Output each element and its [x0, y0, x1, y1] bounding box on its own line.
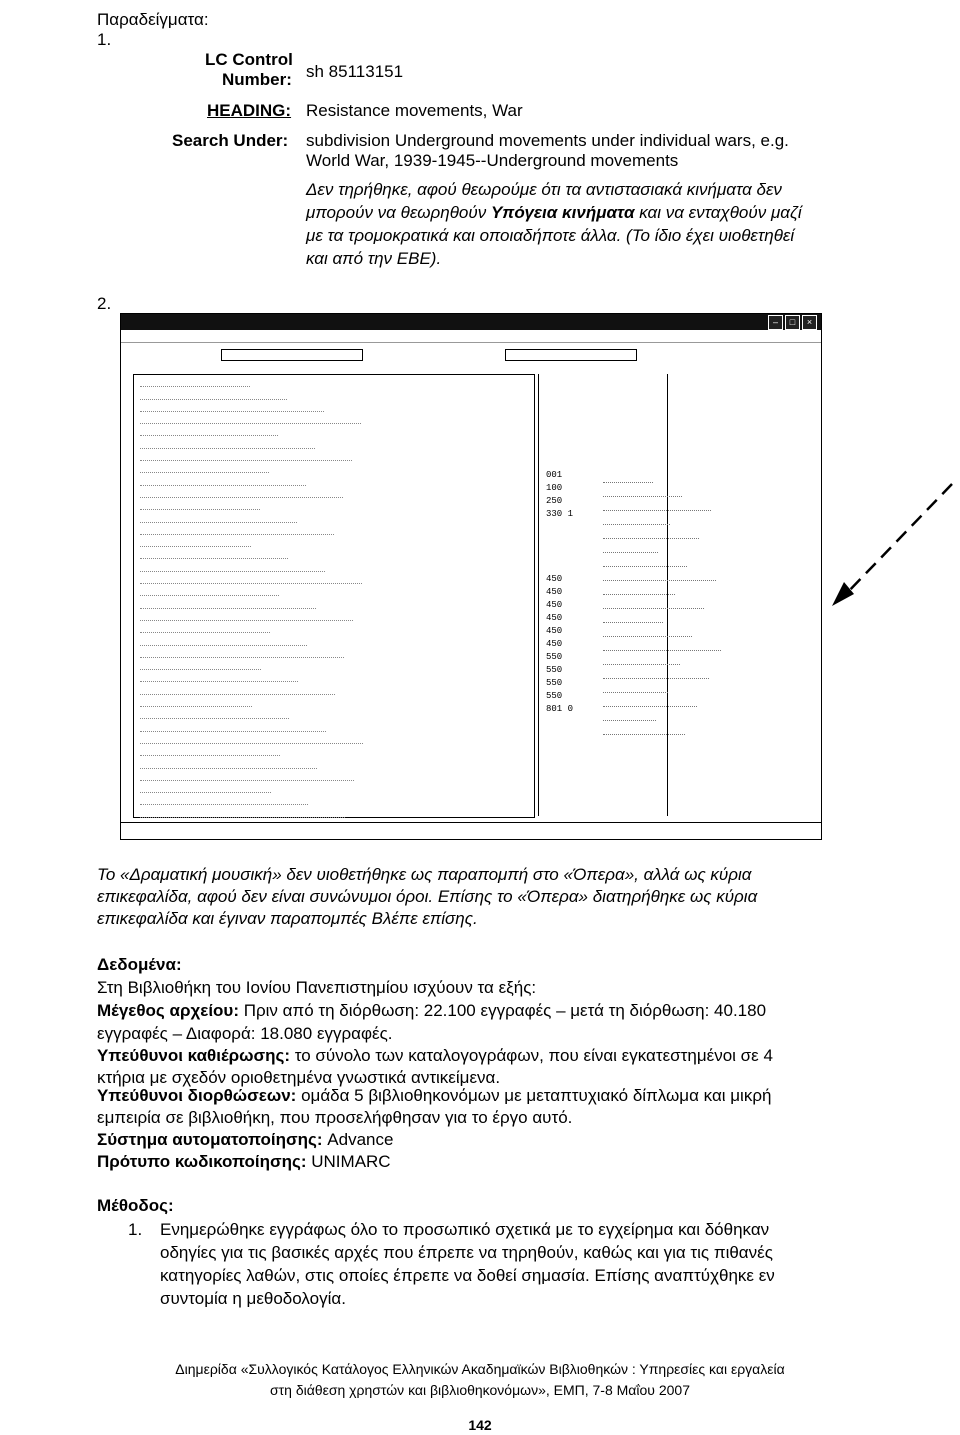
record-field — [603, 637, 721, 651]
screenshot-record-fields — [603, 469, 721, 735]
record-tag: 450 — [546, 626, 563, 636]
search-under-label: Search Under: — [172, 131, 289, 150]
method-item-line1: Ενημερώθηκε εγγράφως όλο το προσωπικό σχετικά με το εγχείρημα και δόθηκαν — [160, 1220, 770, 1239]
heading-list-entry — [140, 633, 307, 645]
heading-list-entry — [140, 719, 326, 731]
system-line — [97, 1130, 393, 1150]
note-line1: Δεν τηρήθηκε, αφού θεωρούμε ότι τα αντιστασιακά κινήματα δεν — [306, 180, 782, 199]
record-tag: 450 — [546, 587, 563, 597]
heading-list-entry — [140, 732, 363, 744]
heading-list-entry — [140, 535, 251, 547]
heading-list-entry — [140, 781, 271, 793]
record-tag — [546, 547, 573, 560]
screenshot-menubar — [121, 330, 821, 343]
format-line — [97, 1152, 391, 1172]
correction-line2: εμπειρία σε βιβλιοθήκη, που προσελήφθησαν για το έργο αυτό. — [97, 1108, 573, 1127]
data-intro: Στη Βιβλιοθήκη του Ιονίου Πανεπιστημίου ισχύουν τα εξής: — [97, 978, 537, 997]
file-size-line2: εγγραφές – Διαφορά: 18.080 εγγραφές. — [97, 1024, 393, 1043]
window-buttons — [768, 315, 817, 330]
search-under-line1: subdivision Underground movements under individual wars, e.g. — [306, 131, 789, 150]
file-size-label: Μέγεθος αρχείου: — [97, 1001, 239, 1020]
arrow-icon — [820, 470, 960, 610]
note-line2-a: μπορούν να θεωρηθούν — [306, 203, 491, 222]
lc-control-label-1: LC Control — [205, 50, 293, 69]
record-field — [603, 609, 663, 623]
cataloguing-line1 — [97, 1046, 773, 1066]
footer-line1: Διημερίδα «Συλλογικός Κατάλογος Ελληνικών Ακαδημαϊκών Βιβλιοθηκών : Υπηρεσίες και εργαλεία — [175, 1361, 785, 1377]
record-tag — [546, 534, 573, 547]
file-size-line1 — [97, 1001, 766, 1021]
record-field — [603, 707, 656, 721]
heading-list-entry — [140, 461, 269, 473]
record-tag: 250 — [546, 496, 563, 506]
heading-list-entry — [140, 498, 260, 510]
record-field — [603, 483, 682, 497]
method-section-title: Μέθοδος: — [97, 1196, 174, 1215]
heading-list-entry — [140, 424, 278, 436]
record-field — [603, 553, 687, 567]
record-tag: 550 — [546, 665, 563, 675]
heading-list-entry — [140, 744, 280, 756]
heading-value: Resistance movements, War — [306, 101, 523, 120]
record-field — [603, 581, 675, 595]
heading-list-entry — [140, 658, 261, 670]
screenshot-search-box — [221, 349, 363, 361]
record-field — [603, 679, 668, 693]
heading-list-entry — [140, 609, 353, 621]
screenshot-titlebar — [121, 314, 821, 330]
heading-label: HEADING: — [207, 101, 292, 120]
cataloguing-text1: το σύνολο των καταλογογράφων, που είναι εγκατεστημένοι σε 4 — [290, 1046, 773, 1065]
heading-list-entry — [140, 523, 334, 535]
record-field — [603, 721, 685, 735]
heading-list-entry — [140, 387, 287, 399]
record-field — [603, 539, 658, 553]
heading-list-entry — [140, 584, 279, 596]
embedded-screenshot — [120, 313, 822, 840]
dashed-arrow — [820, 470, 960, 610]
lc-control-value: sh 85113151 — [306, 62, 404, 81]
heading-list-entry — [140, 695, 252, 707]
record-tag: 001 — [546, 470, 563, 480]
record-field — [603, 651, 680, 665]
heading-list-entry — [140, 449, 352, 461]
heading-list-entry — [140, 756, 317, 768]
note-line2-bold: Υπόγεια κινήματα — [490, 203, 635, 222]
record-tag: 100 — [546, 483, 563, 493]
search-under-line2: World War, 1939-1945--Underground movements — [306, 151, 679, 170]
record-tag: 450 — [546, 639, 563, 649]
record-field — [603, 567, 716, 581]
screenshot-search-row — [121, 343, 821, 367]
close-icon: × — [802, 315, 817, 330]
format-value: UNIMARC — [306, 1152, 391, 1171]
method-item-line2: οδηγίες για τις βασικές αρχές που έπρεπε να τηρηθούν, καθώς και για τις πιθανές — [160, 1243, 773, 1262]
minimize-icon: – — [768, 315, 783, 330]
system-label: Σύστημα αυτοματοποίησης: — [97, 1130, 323, 1149]
record-field — [603, 693, 697, 707]
heading-list-entry — [140, 486, 343, 498]
correction-line1 — [97, 1086, 771, 1106]
maximize-icon: □ — [785, 315, 800, 330]
note-line2-c: και να ενταχθούν μαζί — [634, 203, 802, 222]
heading-list-entry — [140, 510, 297, 522]
heading-list-entry — [140, 707, 289, 719]
record-field — [603, 511, 670, 525]
record-field — [603, 497, 711, 511]
correction-label: Υπεύθυνοι διορθώσεων: — [97, 1086, 297, 1105]
record-tag: 450 — [546, 600, 563, 610]
record-field — [603, 665, 709, 679]
heading-list-entry — [140, 412, 361, 424]
heading-list-entry — [140, 375, 250, 387]
note-line4: και από την ΕΒΕ). — [306, 249, 442, 268]
screenshot-heading-list — [133, 374, 535, 818]
record-tag: 550 — [546, 678, 563, 688]
cataloguing-line2: κτήρια με σχεδόν οριοθετημένα γνωστικά αντικείμενα. — [97, 1068, 501, 1087]
record-field — [603, 623, 692, 637]
heading-list-entry — [140, 793, 308, 805]
heading-list-entry — [140, 646, 344, 658]
correction-text1: ομάδα 5 βιβλιοθηκονόμων με μεταπτυχιακό δίπλωμα και μικρή — [296, 1086, 772, 1105]
data-section-title: Δεδομένα: — [97, 955, 182, 974]
footer-line2: στη διάθεση χρηστών και βιβλιοθηκονόμων», ΕΜΠ, 7-8 Μαΐου 2007 — [269, 1382, 690, 1398]
page-number: 142 — [468, 1417, 492, 1433]
method-item-line4: συντομία η μεθοδολογία. — [160, 1289, 346, 1308]
heading-list-entry — [140, 621, 270, 633]
heading-list-entry — [140, 805, 345, 817]
record-tag: 550 — [546, 691, 563, 701]
record-tag: 550 — [546, 652, 563, 662]
caption-line3: επικεφαλίδα και έγιναν παραπομπές Βλέπε επίσης. — [97, 909, 478, 928]
record-tag: 801 0 — [546, 704, 574, 714]
file-size-text1: Πριν από τη διόρθωση: 22.100 εγγραφές – μετά τη διόρθωση: 40.180 — [238, 1001, 767, 1020]
record-field — [603, 469, 653, 483]
screenshot-record-tags — [546, 469, 573, 716]
heading-list-entry — [140, 596, 316, 608]
method-item-line3: κατηγορίες λαθών, στις οποίες έπρεπε να δοθεί σημασία. Επίσης αναπτύχθηκε εν — [160, 1266, 775, 1285]
heading-list-entry — [140, 559, 325, 571]
record-tag: 450 — [546, 574, 563, 584]
record-tag — [546, 521, 573, 534]
cataloguing-label: Υπεύθυνοι καθιέρωσης: — [97, 1046, 291, 1065]
method-item-number: 1. — [128, 1220, 143, 1239]
item-number-1: 1. — [97, 30, 112, 49]
note-line3: με τα τρομοκρατικά και οποιαδήποτε άλλα. (Το ίδιο έχει υιοθετηθεί — [306, 226, 795, 245]
note-line2 — [306, 203, 802, 223]
lc-control-label-2: Number: — [222, 70, 292, 89]
heading-list-entry — [140, 670, 298, 682]
system-value: Advance — [322, 1130, 394, 1149]
record-tag — [546, 560, 573, 573]
heading-list-entry — [140, 547, 288, 559]
screenshot-statusbar — [121, 822, 821, 839]
examples-label: Παραδείγματα: — [97, 10, 209, 29]
heading-list-entry — [140, 769, 354, 781]
heading-list-entry — [140, 682, 335, 694]
screenshot-archive-select — [505, 349, 637, 361]
caption-line1: Το «Δραματική μουσική» δεν υιοθετήθηκε ως παραπομπή στο «Όπερα», αλλά ως κύρια — [97, 865, 752, 884]
record-tag: 330 1 — [546, 509, 574, 519]
record-field — [603, 525, 699, 539]
heading-list-entry — [140, 572, 362, 584]
heading-list-entry — [140, 400, 324, 412]
record-tag: 450 — [546, 613, 563, 623]
caption-line2: επικεφαλίδα, αφού δεν είναι συνώνυμοι όροι. Επίσης το «Όπερα» διατηρήθηκε ως κύρια — [97, 887, 758, 906]
item-number-2: 2. — [97, 294, 112, 313]
record-field — [603, 595, 704, 609]
heading-list-entry — [140, 473, 306, 485]
heading-list-entry — [140, 436, 315, 448]
format-label: Πρότυπο κωδικοποίησης: — [97, 1152, 307, 1171]
